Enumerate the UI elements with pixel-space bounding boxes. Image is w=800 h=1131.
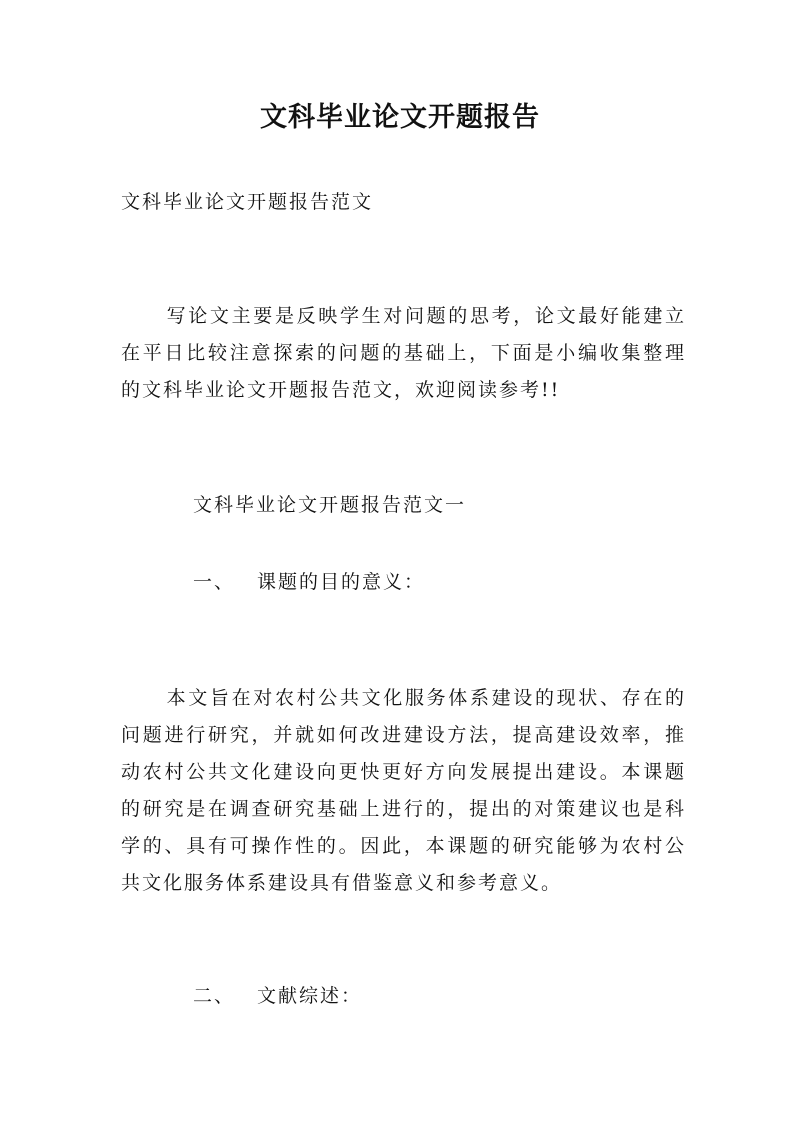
section-heading-2 bbox=[193, 982, 362, 1010]
section-title: 文献综述： bbox=[257, 985, 363, 1007]
section-number: 一、 bbox=[193, 571, 236, 593]
section-title: 课题的目的意义： bbox=[257, 571, 426, 593]
section-heading-1 bbox=[193, 568, 425, 596]
sample-heading: 文科毕业论文开题报告范文一 bbox=[193, 494, 467, 516]
section-number: 二、 bbox=[193, 985, 236, 1007]
document-title: 文科毕业论文开题报告 bbox=[260, 102, 540, 133]
intro-paragraph: 写论文主要是反映学生对问题的思考，论文最好能建立在平日比较注意探索的问题的基础上，下面是小编收集整理的文科毕业论文开题报告范文，欢迎阅读参考!! bbox=[121, 305, 686, 401]
purpose-paragraph: 本文旨在对农村公共文化服务体系建设的现状、存在的问题进行研究，并就如何改进建设方法，提高建设效率，推动农村公共文化建设向更快更好方向发展提出建设。本课题的研究是在调查研究基础上进行的，提出的对策建议也是科学的、具有可操作性的。因此，本课题的研究能够为农村公共文化服务体系建设具有借鉴意义和参考意义。 bbox=[121, 687, 686, 894]
document-subtitle: 文科毕业论文开题报告范文 bbox=[121, 191, 374, 213]
